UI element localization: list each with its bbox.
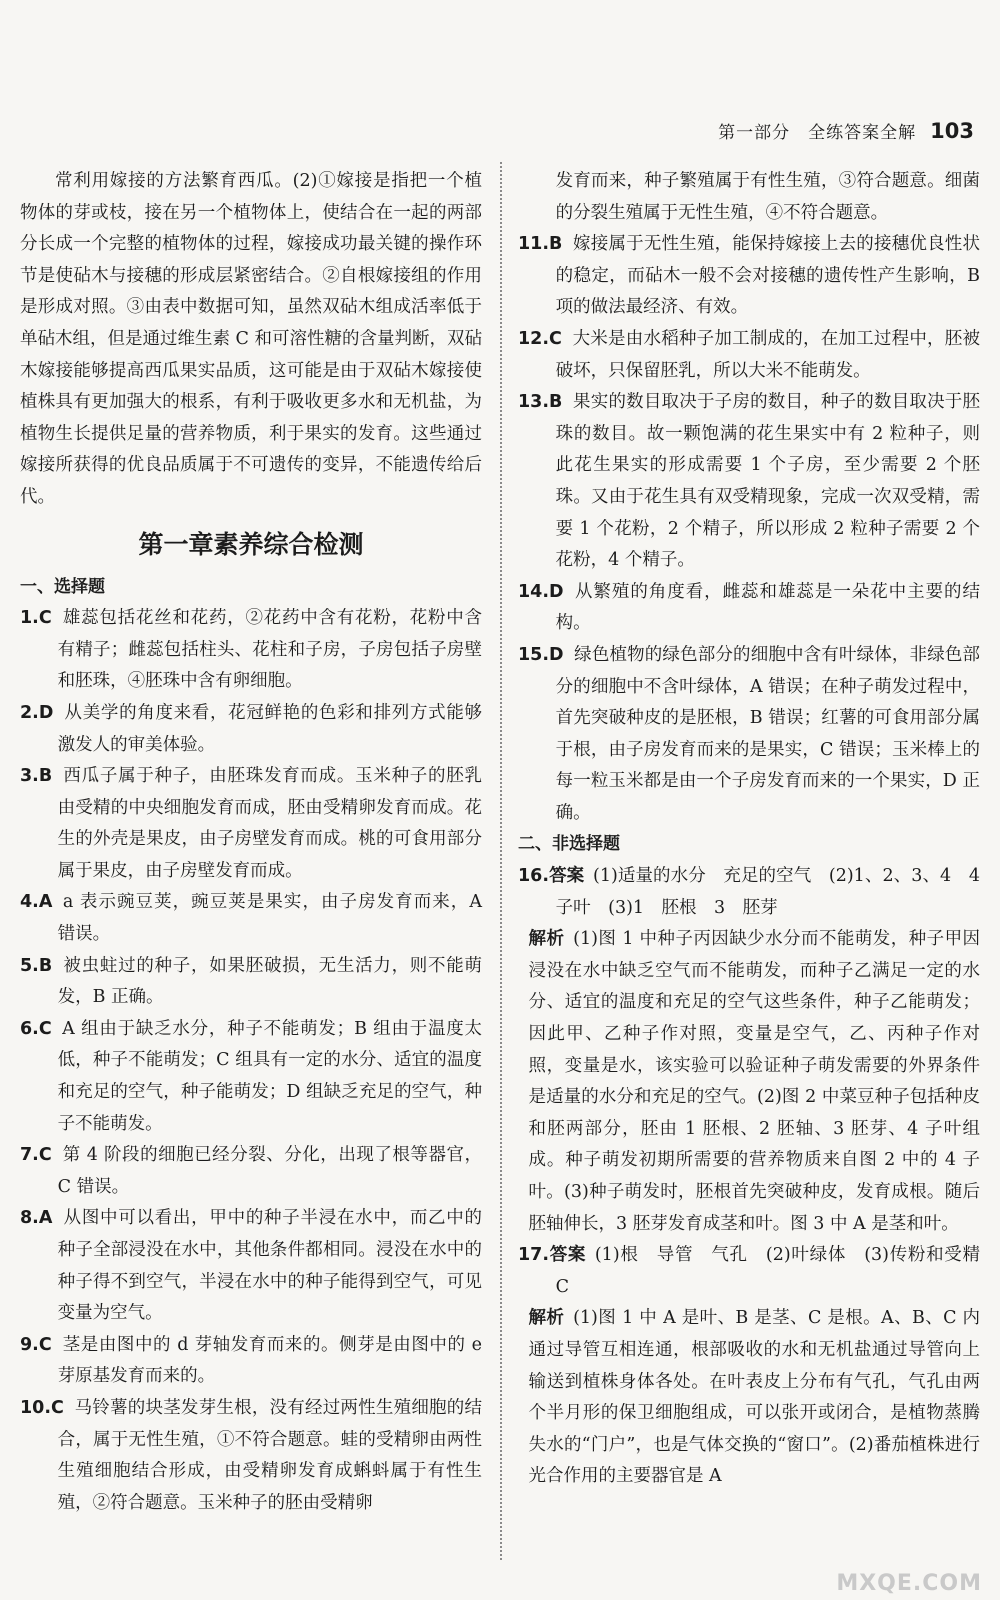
answer-text: A 组由于缺乏水分，种子不能萌发；B 组由于温度太低，种子不能萌发；C 组具有一定的水分、适宜的温度和充足的空气，种子能萌发；D 组缺乏充足的空气，种子不能萌发。	[57, 1018, 482, 1134]
analysis-block	[518, 1303, 980, 1493]
answer-text: 绿色植物的绿色部分的细胞中含有叶绿体，非绿色部分的细胞中不含叶绿体，A 错误；在种子萌发过程中，首先突破种皮的是胚根，B 错误；红薯的可食用部分属于根，由子房发育而来的是果实，C 错误；玉米棒上的每一粒玉米都是由一个子房发育而来的一个果实，D 正确。	[555, 644, 980, 823]
answer-item	[20, 1014, 482, 1140]
part-heading-non-choice: 二、非选择题	[518, 834, 620, 855]
answer-item	[518, 324, 980, 387]
answer-text: 从繁殖的角度看，雌蕊和雄蕊是一朵花中主要的结构。	[555, 581, 980, 634]
column-divider	[500, 162, 502, 1560]
answer-item	[518, 577, 980, 640]
answer-number: 10.C	[20, 1397, 64, 1418]
analysis-block	[518, 924, 980, 1240]
answer-text: 茎是由图中的 d 芽轴发育而来的。侧芽是由图中的 e 芽原基发育而来的。	[57, 1334, 482, 1387]
answer-item	[20, 761, 482, 887]
answer-text: 西瓜子属于种子，由胚珠发育而成。玉米种子的胚乳由受精的中央细胞发育而成，胚由受精卵发育而成。花生的外壳是果皮，由子房壁发育而成。桃的可食用部分属于果皮，由子房壁发育而成。	[57, 766, 482, 881]
chapter-title: 第一章素养综合检测	[138, 529, 364, 559]
answer-item	[20, 887, 482, 950]
answer-text: 果实的数目取决于子房的数目，种子的数目取决于胚珠的数目。故一颗饱满的花生果实中有 2 粒种子，则此花生果实的形成需要 1 个子房，至少需要 2 个胚珠。又由于花生具有双受精现象，完成一次双受精，需要 1 个花粉，2 个精子，所以形成 2 粒种子需要 2 个花粉，4 个精子。	[555, 392, 980, 571]
answer-text: (1)适量的水分 充足的空气 (2)1、2、3、4 4 子叶 (3)1 胚根 3 胚芽	[555, 866, 998, 918]
answer-number: 13.B	[518, 392, 563, 413]
answer-text: 从图中可以看出，甲中的种子半浸在水中，而乙中的种子全部浸没在水中，其他条件都相同。浸没在水中的种子得不到空气，半浸在水中的种子能得到空气，可见变量为空气。	[57, 1208, 482, 1324]
answer-item	[20, 1330, 482, 1393]
answer-number: 4.A	[20, 892, 53, 913]
answer-number: 8.A	[20, 1208, 53, 1229]
answer-item	[20, 1203, 482, 1329]
right-column	[518, 166, 998, 1570]
answer-text: 马铃薯的块茎发芽生根，没有经过两性生殖细胞的结合，属于无性生殖，①不符合题意。蛙的受精卵由两性生殖细胞结合形成，由受精卵发育成蝌蚪属于有性生殖，②符合题意。玉米种子的胚由受精卵	[57, 1397, 482, 1513]
part-heading-choice: 一、选择题	[20, 576, 105, 597]
answer-item	[20, 1393, 482, 1519]
answer-text: 从美学的角度来看，花冠鲜艳的色彩和排列方式能够激发人的审美体验。	[57, 702, 482, 755]
analysis-text: (1)图 1 中 A 是叶、B 是茎、C 是根。A、B、C 内通过导管互相连通，根部吸收的水和无机盐通过导管向上输送到植株身体各处。在叶表皮上分布有气孔，气孔由两个半月形的保卫细胞组成，可以张开或闭合，是植物蒸腾失水的“门户”，也是气体交换的“窗口”。(2)番茄植株进行光合作用的主要器官是 A	[528, 1308, 980, 1487]
answer-item	[518, 229, 980, 324]
answer-text: 大米是由水稻种子加工制成的，在加工过程中，胚被破坏，只保留胚乳，所以大米不能萌发。	[555, 328, 980, 381]
answer-number: 11.B	[518, 234, 563, 255]
answer-number: 1.C	[20, 608, 52, 629]
analysis-label: 解析	[528, 1308, 565, 1329]
continued-paragraph: 常利用嫁接的方法繁育西瓜。(2)①嫁接是指把一个植物体的芽或枝，接在另一个植物体上，使结合在一起的两部分长成一个完整的植物体的过程，嫁接成功最关键的操作环节是使砧木与接穗的形成层紧密结合。②自根嫁接组的作用是形成对照。③由表中数据可知，虽然双砧木组成活率低于单砧木组，但是通过维生素 C 和可溶性糖的含量判断，双砧木嫁接能够提高西瓜果实品质，这可能是由于双砧木嫁接使植株具有更加强大的根系，有利于吸收更多水和无机盐，为植物生长提供足量的营养物质，利于果实的发育。这些通过嫁接所获得的优良品质属于不可遗传的变异，不能遗传给后代。	[20, 171, 483, 507]
answer-item	[20, 951, 482, 1014]
answer-item	[518, 640, 980, 830]
answer-text: a 表示豌豆荚，豌豆荚是果实，由子房发育而来，A 错误。	[57, 892, 482, 945]
answer-item	[518, 387, 980, 577]
answer-number: 5.B	[20, 955, 53, 976]
answer-text: 雄蕊包括花丝和花药，②花药中含有花粉，花粉中含有精子；雌蕊包括柱头、花柱和子房，子房包括子房壁和胚珠，④胚珠中含有卵细胞。	[57, 608, 482, 692]
answer-item	[20, 603, 482, 698]
analysis-text: (1)图 1 中种子丙因缺少水分而不能萌发，种子甲因浸没在水中缺乏空气而不能萌发，而种子乙满足一定的水分、适宜的温度和充足的空气这些条件，种子乙能萌发；因此甲、乙种子作对照，变量是空气，乙、丙种子作对照，变量是水，该实验可以验证种子萌发需要的外界条件是适量的水分和充足的空气。(2)图 2 中菜豆种子包括种皮和胚两部分，胚由 1 胚根、2 胚轴、3 胚芽、4 子叶组成。种子萌发初期所需要的营养物质来自图 2 中的 4 子叶。(3)种子萌发时，胚根首先突破种皮，发育成根。随后胚轴伸长，3 胚芽发育成茎和叶。图 3 中 A 是茎和叶。	[528, 929, 981, 1234]
answer-text: 第 4 阶段的细胞已经分裂、分化，出现了根等器官，C 错误。	[57, 1145, 482, 1197]
answer-number: 16.答案	[518, 866, 585, 887]
analysis-label: 解析	[528, 929, 565, 950]
answer-item	[20, 1140, 482, 1203]
answer-item	[518, 861, 998, 924]
answer-text: 被虫蛀过的种子，如果胚破损，无生活力，则不能萌发，B 正确。	[57, 955, 482, 1008]
answer-text: 嫁接属于无性生殖，能保持嫁接上去的接穗优良性状的稳定，而砧木一般不会对接穗的遗传性产生影响，B 项的做法最经济、有效。	[555, 234, 980, 318]
answer-text: (1)根 导管 气孔 (2)叶绿体 (3)传粉和受精 C	[555, 1245, 998, 1297]
answer-number: 6.C	[20, 1018, 52, 1039]
page-header	[718, 118, 974, 143]
watermark: MXQE.COM	[836, 1571, 982, 1596]
page-number: 103	[930, 119, 974, 143]
answer-number: 9.C	[20, 1334, 52, 1355]
continued-paragraph: 发育而来，种子繁殖属于有性生殖，③符合题意。细菌的分裂生殖属于无性生殖，④不符合题意。	[555, 171, 980, 223]
answer-item	[20, 698, 482, 761]
left-column	[20, 166, 482, 1570]
answer-number: 12.C	[518, 328, 562, 349]
answer-number: 7.C	[20, 1145, 52, 1166]
answer-number: 2.D	[20, 702, 54, 723]
running-head: 第一部分 全练答案全解	[718, 123, 917, 143]
answer-number: 17.答案	[518, 1245, 587, 1266]
answer-number: 14.D	[518, 581, 564, 602]
answer-item	[518, 1240, 998, 1303]
answer-number: 15.D	[518, 644, 564, 665]
answer-number: 3.B	[20, 766, 53, 787]
